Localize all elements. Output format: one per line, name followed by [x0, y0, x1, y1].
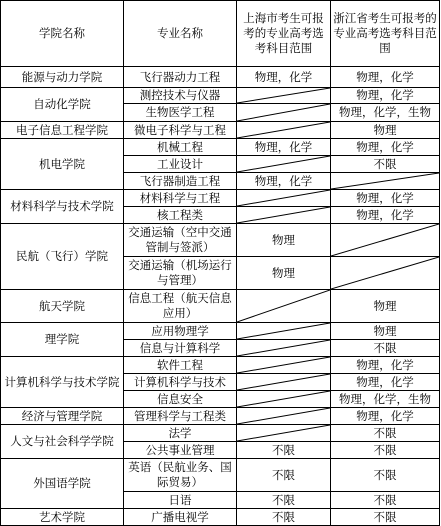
diagonal-slash [237, 374, 330, 390]
header-shanghai-subjects: 上海市考生可报考的专业高考选考科目范围 [237, 1, 331, 67]
major-name-cell: 工业设计 [124, 156, 237, 173]
table-row [1, 122, 440, 139]
shanghai-subjects-cell-not-offered [237, 357, 331, 374]
zhejiang-subjects-cell: 物理 [331, 323, 440, 340]
diagonal-slash [237, 156, 330, 172]
table-row [1, 88, 440, 104]
shanghai-subjects-cell: 不限 [237, 442, 331, 459]
major-name-cell: 信息与计算科学 [124, 340, 237, 357]
college-name-cell: 外国语学院 [1, 459, 124, 509]
zhejiang-subjects-cell: 物理，化学，生物 [331, 104, 440, 122]
college-name-cell: 机电学院 [1, 139, 124, 190]
shanghai-subjects-cell-not-offered [237, 156, 331, 173]
header-row [1, 1, 440, 67]
shanghai-subjects-cell-not-offered [237, 408, 331, 425]
diagonal-slash [237, 290, 330, 322]
major-name-cell: 交通运输（空中交通管制与签派） [124, 224, 237, 257]
table-row [1, 425, 440, 442]
diagonal-slash [237, 122, 330, 138]
major-name-cell: 公共事业管理 [124, 442, 237, 459]
college-name-cell: 自动化学院 [1, 88, 124, 122]
zhejiang-subjects-cell-not-offered [331, 257, 440, 290]
diagonal-slash [237, 391, 330, 407]
zhejiang-subjects-cell: 不限 [331, 156, 440, 173]
major-name-cell: 微电子科学与工程 [124, 122, 237, 139]
major-name-cell: 信息安全 [124, 391, 237, 408]
college-name-cell: 计算机科学与技术学院 [1, 357, 124, 408]
diagonal-slash [237, 340, 330, 356]
diagonal-slash [237, 190, 330, 206]
diagonal-slash [331, 173, 439, 189]
major-name-cell: 日语 [124, 492, 237, 509]
shanghai-subjects-cell: 物理，化学 [237, 139, 331, 156]
shanghai-subjects-cell-not-offered [237, 340, 331, 357]
major-name-cell: 英语（民航业务、国际贸易） [124, 459, 237, 492]
diagonal-slash [237, 408, 330, 424]
zhejiang-subjects-cell: 物理，化学 [331, 88, 440, 104]
zhejiang-subjects-cell: 不限 [331, 442, 440, 459]
diagonal-slash [237, 207, 330, 223]
table-row [1, 190, 440, 207]
major-name-cell: 计算机科学与技术 [124, 374, 237, 391]
table-row [1, 139, 440, 156]
major-name-cell: 应用物理学 [124, 323, 237, 340]
zhejiang-subjects-cell: 物理，化学 [331, 67, 440, 88]
shanghai-subjects-cell-not-offered [237, 425, 331, 442]
shanghai-subjects-cell-not-offered [237, 104, 331, 122]
college-name-cell: 航天学院 [1, 290, 124, 323]
college-name-cell: 理学院 [1, 323, 124, 357]
shanghai-subjects-cell: 物理，化学 [237, 67, 331, 88]
zhejiang-subjects-cell: 物理 [331, 122, 440, 139]
major-name-cell: 材料科学与工程 [124, 190, 237, 207]
diagonal-slash [331, 257, 439, 289]
major-name-cell: 广播电视学 [124, 509, 237, 526]
zhejiang-subjects-cell: 物理，化学 [331, 374, 440, 391]
zhejiang-subjects-cell-not-offered [331, 173, 440, 190]
zhejiang-subjects-cell: 物理，化学 [331, 139, 440, 156]
diagonal-slash [237, 323, 330, 339]
major-name-cell: 机械工程 [124, 139, 237, 156]
table-row [1, 323, 440, 340]
major-name-cell: 信息工程（航天信息应用） [124, 290, 237, 323]
major-name-cell: 法学 [124, 425, 237, 442]
shanghai-subjects-cell-not-offered [237, 391, 331, 408]
college-name-cell: 经济与管理学院 [1, 408, 124, 425]
zhejiang-subjects-cell: 不限 [331, 509, 440, 526]
table-row [1, 408, 440, 425]
table-row [1, 67, 440, 88]
zhejiang-subjects-cell: 不限 [331, 340, 440, 357]
shanghai-subjects-cell: 不限 [237, 509, 331, 526]
zhejiang-subjects-cell: 物理，化学 [331, 190, 440, 207]
shanghai-subjects-cell: 物理 [237, 257, 331, 290]
diagonal-slash [237, 425, 330, 441]
shanghai-subjects-cell-not-offered [237, 323, 331, 340]
table-row [1, 357, 440, 374]
major-name-cell: 核工程类 [124, 207, 237, 224]
shanghai-subjects-cell-not-offered [237, 290, 331, 323]
college-name-cell: 艺术学院 [1, 509, 124, 526]
major-name-cell: 软件工程 [124, 357, 237, 374]
shanghai-subjects-cell: 不限 [237, 459, 331, 492]
diagonal-slash [237, 357, 330, 373]
zhejiang-subjects-cell: 物理，化学 [331, 357, 440, 374]
shanghai-subjects-cell-not-offered [237, 190, 331, 207]
diagonal-slash [331, 224, 439, 256]
shanghai-subjects-cell-not-offered [237, 207, 331, 224]
college-name-cell: 能源与动力学院 [1, 67, 124, 88]
diagonal-slash [237, 104, 330, 121]
table-row [1, 509, 440, 526]
shanghai-subjects-cell-not-offered [237, 374, 331, 391]
college-name-cell: 民航（飞行）学院 [1, 224, 124, 290]
zhejiang-subjects-cell: 物理，化学 [331, 408, 440, 425]
college-name-cell: 人文与社会科学学院 [1, 425, 124, 459]
table-row [1, 459, 440, 492]
zhejiang-subjects-cell: 物理 [331, 290, 440, 323]
zhejiang-subjects-cell-not-offered [331, 224, 440, 257]
table-row [1, 290, 440, 323]
header-college: 学院名称 [1, 1, 124, 67]
table-body [1, 67, 440, 526]
major-name-cell: 生物医学工程 [124, 104, 237, 122]
shanghai-subjects-cell: 物理 [237, 224, 331, 257]
shanghai-subjects-cell: 不限 [237, 492, 331, 509]
college-name-cell: 材料科学与技术学院 [1, 190, 124, 224]
table-row [1, 224, 440, 257]
header-zhejiang-subjects: 浙江省考生可报考的专业高考选考科目范围 [331, 1, 440, 67]
major-name-cell: 交通运输（机场运行与管理） [124, 257, 237, 290]
zhejiang-subjects-cell: 不限 [331, 459, 440, 492]
major-name-cell: 管理科学与工程类 [124, 408, 237, 425]
major-name-cell: 测控技术与仪器 [124, 88, 237, 104]
shanghai-subjects-cell-not-offered [237, 88, 331, 104]
header-major: 专业名称 [124, 1, 237, 67]
zhejiang-subjects-cell: 不限 [331, 492, 440, 509]
major-name-cell: 飞行器制造工程 [124, 173, 237, 190]
zhejiang-subjects-cell: 物理，化学，生物 [331, 391, 440, 408]
zhejiang-subjects-cell: 物理，化学 [331, 207, 440, 224]
zhejiang-subjects-cell: 不限 [331, 425, 440, 442]
shanghai-subjects-cell: 物理，化学 [237, 173, 331, 190]
diagonal-slash [237, 88, 330, 103]
shanghai-subjects-cell-not-offered [237, 122, 331, 139]
major-name-cell: 飞行器动力工程 [124, 67, 237, 88]
college-name-cell: 电子信息工程学院 [1, 122, 124, 139]
